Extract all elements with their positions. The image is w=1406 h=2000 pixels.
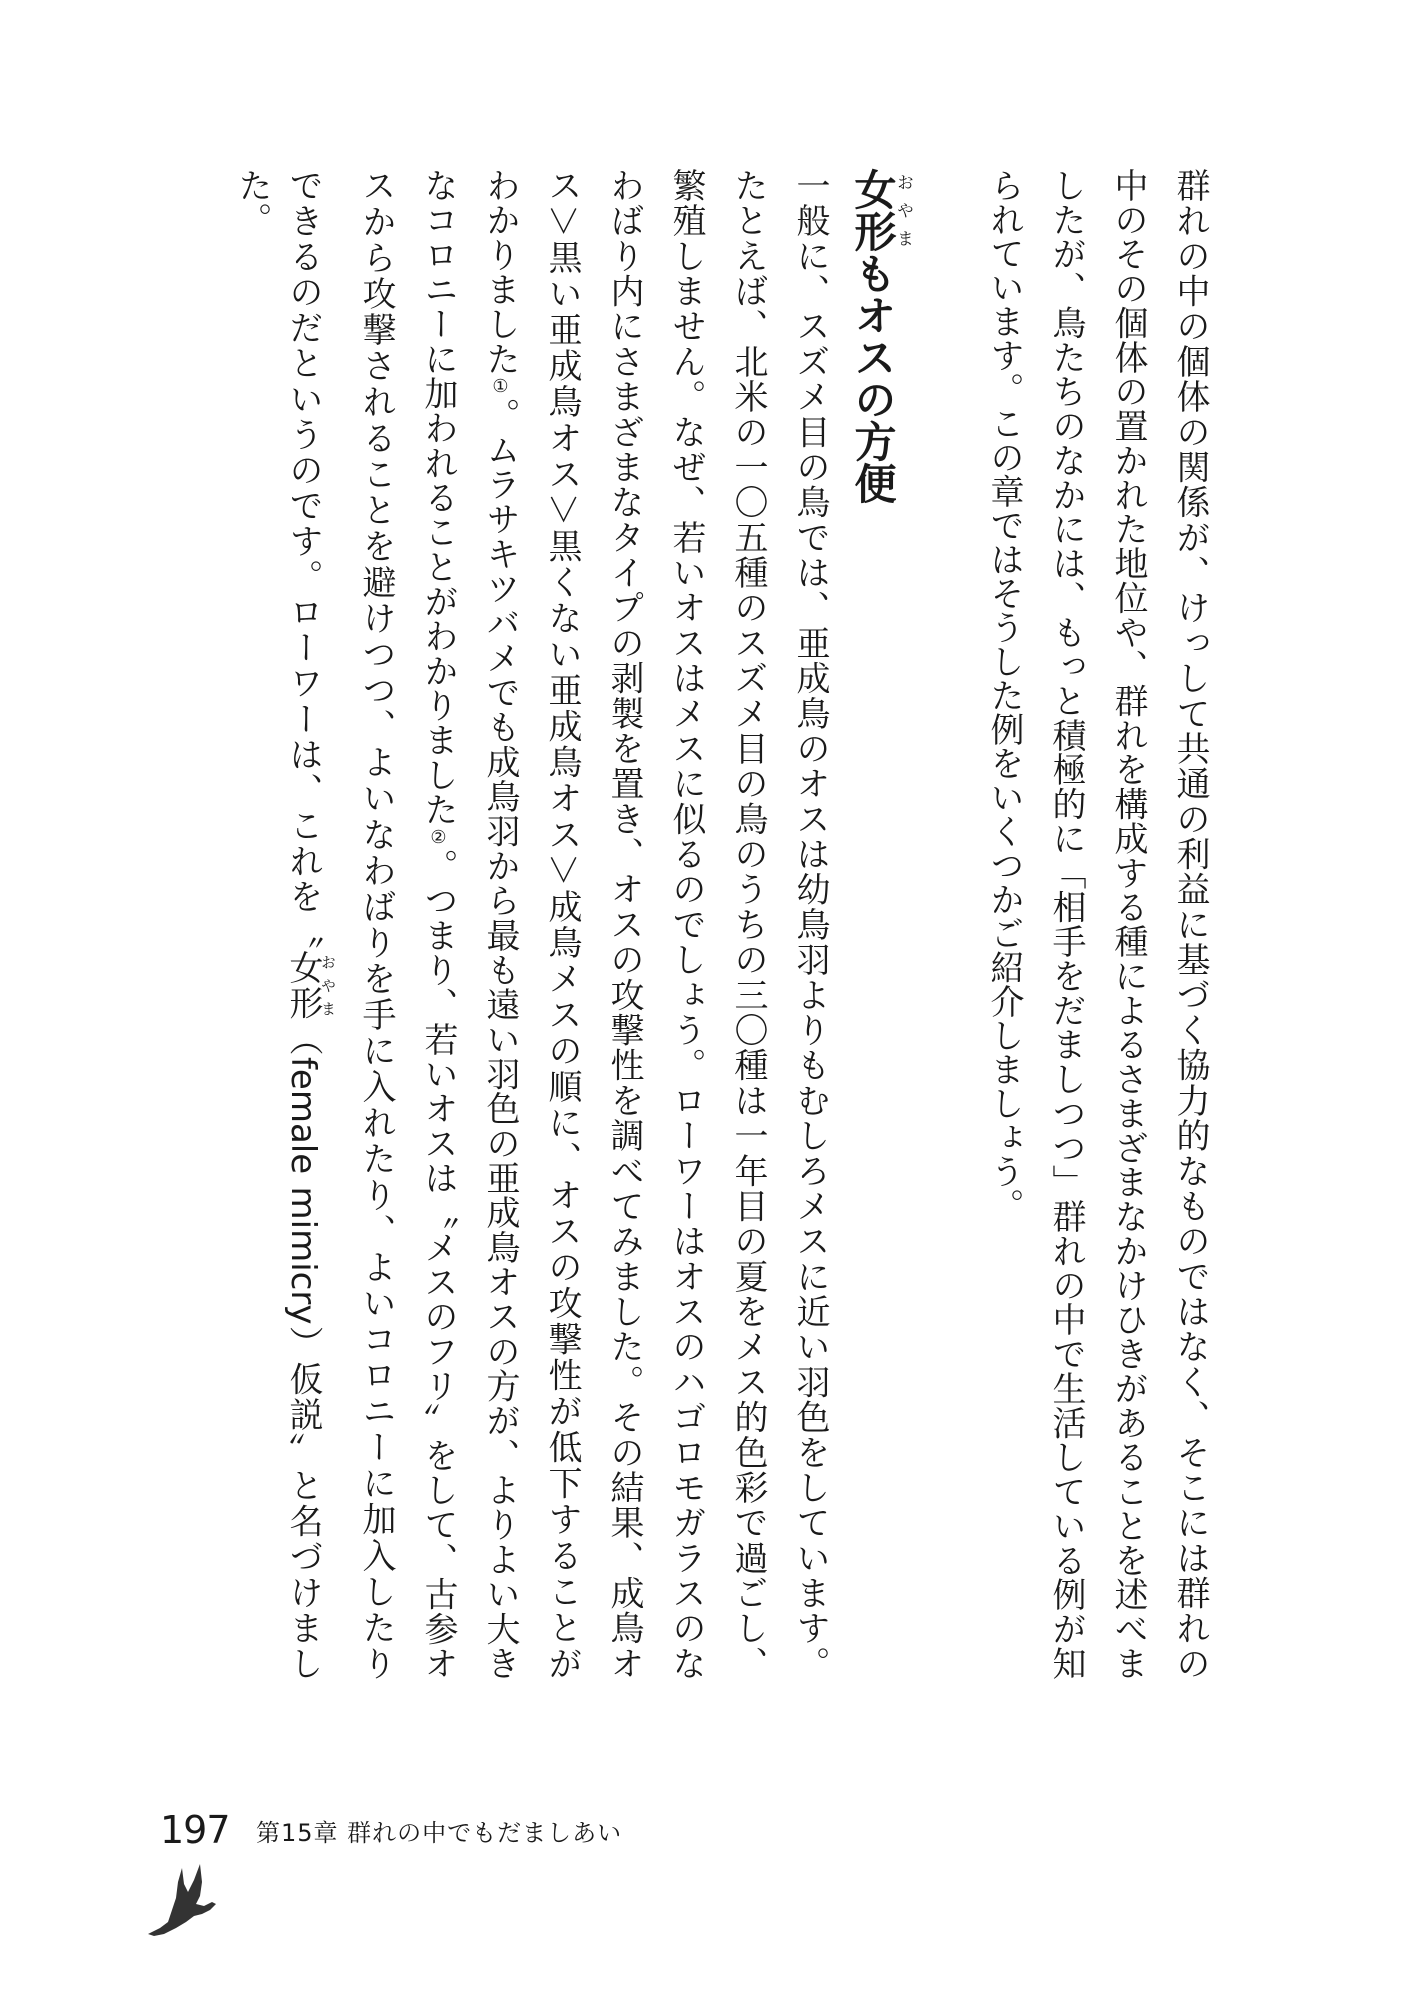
text-line: 中のその個体の置かれた地位や、群れを構成する種によるさまざまなかけひきがあることを述べま	[1108, 168, 1148, 1680]
bird-silhouette-icon	[146, 1862, 218, 1938]
text-line: わばり内にさまざまなタイプの剥製を置き、オスの攻撃性を調べてみました。その結果、成鳥オ	[604, 168, 644, 1680]
text-line	[283, 168, 337, 1681]
text-line: 群れの中の個体の関係が、けっして共通の利益に基づく協力的なものではなく、そこには群れの	[1170, 168, 1210, 1681]
text-line: ス＞黒い亜成鳥オス＞黒くない亜成鳥オス＞成鳥メスの順に、オスの攻撃性が低下することが	[542, 168, 582, 1680]
text-segment: わかりました	[480, 168, 520, 377]
footnote-marker: ②	[428, 826, 449, 849]
page-number: 197	[160, 1808, 230, 1852]
text-line	[478, 168, 522, 1680]
text-line	[416, 168, 460, 1680]
text-line: 一般に、スズメ目の鳥では、亜成鳥のオスは幼鳥羽よりもむしろメスに近い羽色をしています。	[790, 168, 830, 1680]
text-line: たとえば、北米の一〇五種のスズメ目の鳥のうちの三〇種は一年目の夏をメス的色彩で過ごし、	[728, 168, 768, 1680]
section-heading	[846, 168, 912, 588]
text-line: た。	[232, 168, 272, 236]
heading-ruby-base: 女形	[848, 168, 898, 252]
text-segment: 。つまり、若いオスは〝メスのフリ〟をして、古参オ	[418, 848, 458, 1681]
heading-ruby	[848, 168, 913, 252]
text-line: 繁殖しません。なぜ、若いオスはメスに似るのでしょう。ローワーはオスのハゴロモガラスのな	[666, 168, 706, 1680]
text-segment: できるのだというのです。ローワーは、これを〝	[283, 168, 323, 951]
text-line: したが、鳥たちのなかには、もっと積極的に「相手をだましつつ」群れの中で生活している例が知	[1046, 168, 1086, 1680]
ruby-base: 女形	[283, 950, 323, 1022]
text-segment: 。ムラサキツバメでも成鳥羽から最も遠い羽色の亜成鳥オスの方が、よりよい大き	[480, 397, 520, 1681]
text-line: スから攻撃されることを避けつつ、よいなわばりを手に入れたり、よいコロニーに加入したり	[356, 168, 396, 1680]
text-segment: （female mimicry）仮説〟と名づけまし	[283, 1021, 323, 1681]
text-line: られています。この章ではそうした例をいくつかご紹介しましょう。	[984, 168, 1024, 1222]
heading-ruby-reading: おやま	[893, 168, 913, 252]
ruby-reading: おやま	[319, 950, 337, 1020]
footnote-marker: ①	[490, 376, 511, 398]
text-segment: なコロニーに加われることがわかりました	[418, 168, 458, 827]
inline-ruby	[283, 950, 337, 1022]
running-head: 第15章 群れの中でもだましあい	[256, 1819, 623, 1847]
heading-text: もオスの方便	[848, 252, 898, 504]
